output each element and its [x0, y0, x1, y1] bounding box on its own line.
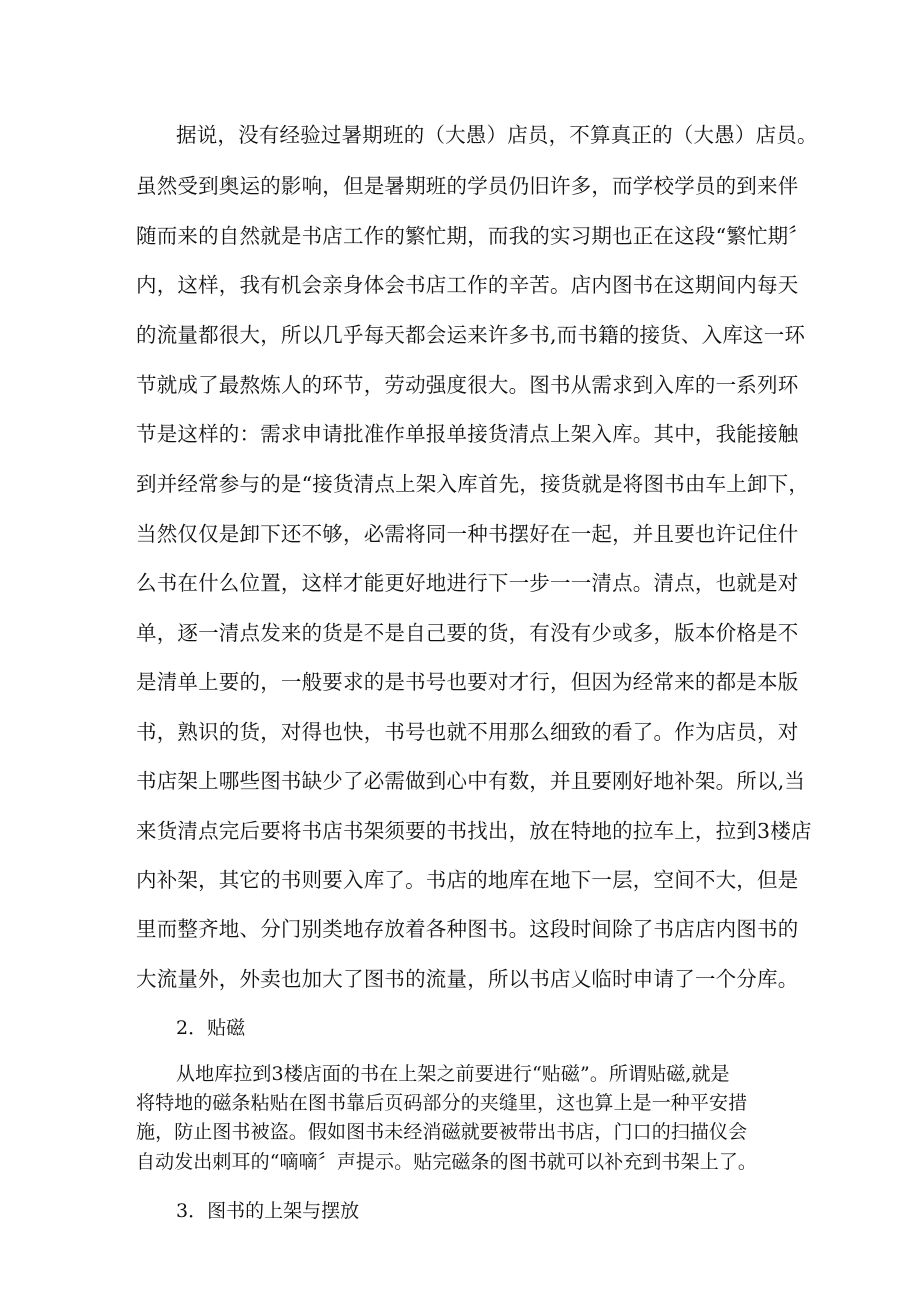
text-line: 大流量外，外卖也加大了图书的流量，所以书店乂临时申请了一个分库。 [136, 967, 799, 991]
section-heading-2: 2．贴磁 [176, 1017, 246, 1039]
text-line: 来货清点完后要将书店书架须要的书找出，放在特地的拉车上，拉到3楼店 [136, 819, 812, 843]
text-line: 施，防止图书被盗。假如图书未经消磁就要被带出书店，门口的扫描仪会 [136, 1121, 748, 1143]
section-heading-3: 3．图书的上架与摆放 [176, 1200, 360, 1222]
text-line: 随而来的自然就是书店工作的繁忙期，而我的实习期也正在这段“繁忙期〞 [136, 224, 810, 248]
text-line: 是清单上要的，一般要求的是书号也要对才行，但因为经常来的都是本版 [136, 670, 799, 694]
text-line: 书，熟识的货，对得也快，书号也就不用那么细致的看了。作为店员，对 [136, 720, 799, 744]
text-line: 节是这样的：需求申请批准作单报单接货清点上架入库。其中，我能接触 [136, 422, 799, 446]
text-line: 虽然受到奥运的影响，但是暑期班的学员仍旧许多，而学校学员的到来伴 [136, 174, 799, 198]
text-line: 据说，没有经验过暑期班的（大愚）店员，不算真正的（大愚）店员。 [176, 123, 818, 147]
text-line: 的流量都很大，所以几乎每天都会运来许多书,而书籍的接货、入库这一环 [136, 323, 806, 347]
text-line: 将特地的磁条粘贴在图书靠后页码部分的夹缝里，这也算上是一种平安措 [136, 1092, 748, 1114]
text-line: 从地库拉到3楼店面的书在上架之前要进行“贴磁”。所谓贴磁,就是 [176, 1063, 730, 1085]
text-line: 内，这样，我有机会亲身体会书店工作的辛苦。店内图书在这期间内每天 [136, 273, 799, 297]
text-line: 节就成了最熬炼人的环节，劳动强度很大。图书从需求到入库的一系列环 [136, 373, 799, 397]
text-line: 书店架上哪些图书缺少了必需做到心中有数，并且要刚好地补架。所以,当 [136, 769, 806, 793]
text-line: 里而整齐地、分门别类地存放着各种图书。这段时间除了书店店内图书的 [136, 917, 799, 941]
text-line: 内补架，其它的书则要入库了。书店的地库在地下一层，空间不大，但是 [136, 868, 799, 892]
text-line: 么书在什么位置，这样才能更好地进行下一步一一清点。清点，也就是对 [136, 571, 799, 595]
text-line: 到并经常参与的是“接货清点上架入库首先，接货就是将图书由车上卸下， [136, 472, 810, 496]
text-line: 单，逐一清点发来的货是不是自己要的货，有没有少或多，版本价格是不 [136, 621, 799, 645]
text-line: 当然仅仅是卸下还不够，必需将同一种书摆好在一起，并且要也许记住什 [136, 522, 799, 546]
text-line: 自动发出刺耳的“嘀嘀〞声提示。贴完磁条的图书就可以补充到书架上了。 [136, 1151, 758, 1173]
